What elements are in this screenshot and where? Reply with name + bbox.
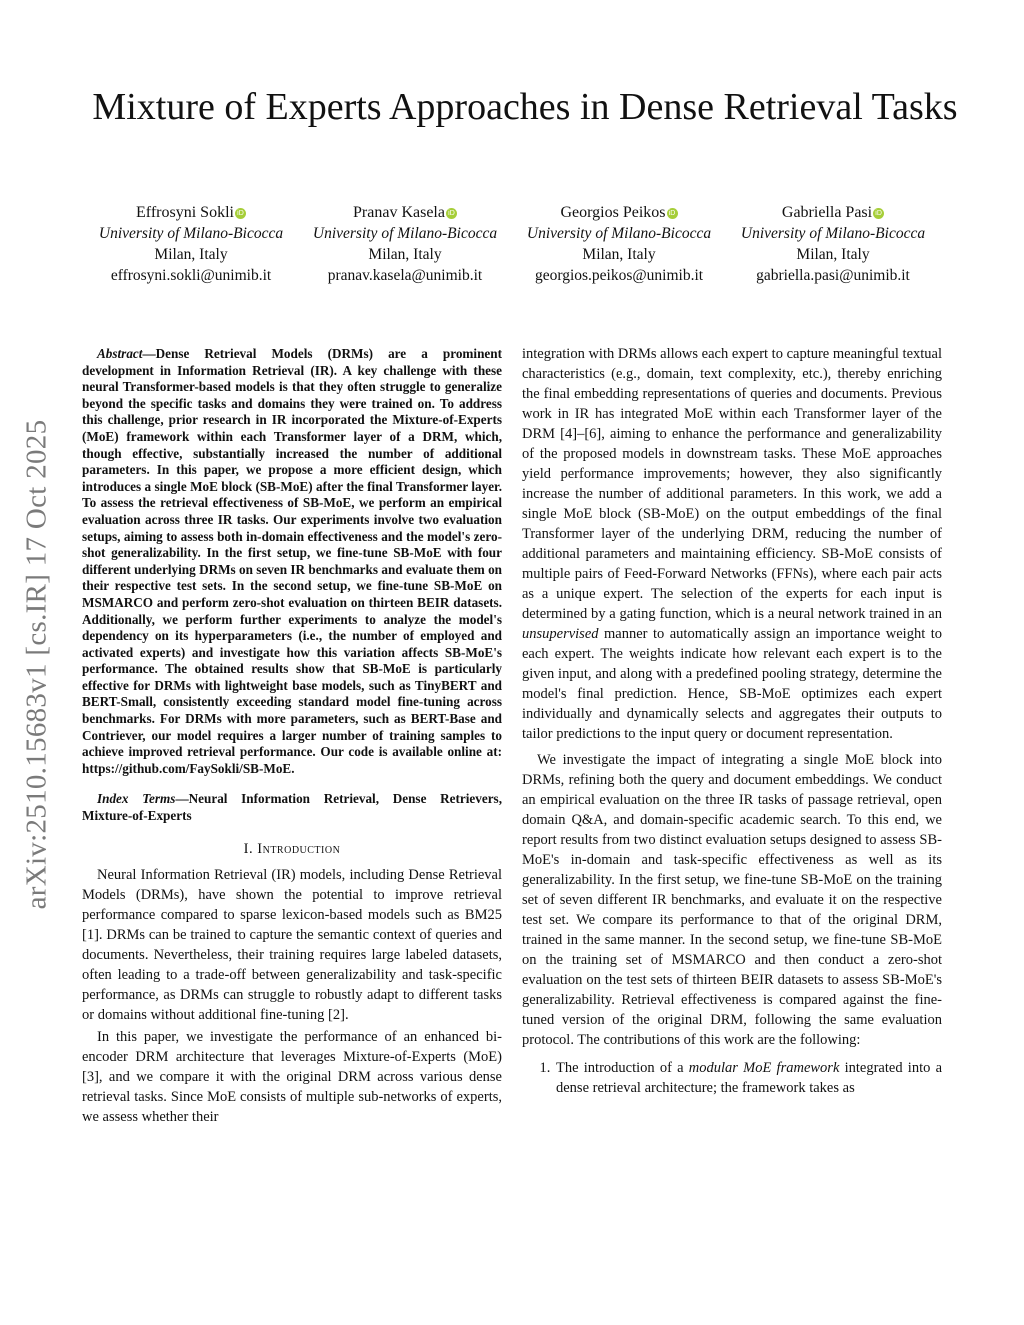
emphasis: unsupervised [522,626,599,642]
author-affiliation: University of Milano-Bicocca [740,225,926,242]
text-run: The introduction of a [556,1060,684,1076]
author-email: pranav.kasela@unimib.it [327,267,483,284]
intro-paragraph-continued [522,344,942,744]
index-terms-text: —Neural Information Retrieval, Dense Retrievers, Mixture-of-Experts [82,791,502,824]
right-column [522,344,942,1098]
author-4 [726,202,940,286]
arxiv-watermark [2,378,72,950]
abstract-text: —Dense Retrieval Models (DRMs) are a prominent development in Information Retrieval (IR). A key challenge with these neural Transformer-based models is that they often struggle to generalize beyond the specific tasks and domains they were trained on. To address this challenge, prior research in IR incorporated the Mixture-of-Experts (MoE) framework within each Transformer layer of a DRM, which, though effective, substantially increased the number of additional parameters. In this paper, we propose a more efficient design, which introduces a single MoE block (SB-MoE) after the final Transformer layer. To assess the retrieval effectiveness of SB-MoE, we perform an empirical evaluation across three IR tasks. Our experiments involve two evaluation setups, aiming to assess both in-domain effectiveness and the model's zero-shot generalizability. In the first setup, we fine-tune SB-MoE with four different underlying DRMs on seven IR benchmarks and evaluate them on their respective test sets. In the second setup, we fine-tune SB-MoE on MSMARCO and perform zero-shot evaluation on thirteen BEIR datasets. Additionally, we perform further experiments to analyze the model's dependency on its hyperparameters (i.e., the number of employed and activated experts) and investigate how this variation affects SB-MoE's performance. The obtained results show that SB-MoE is particularly effective for DRMs with lightweight base models, such as TinyBERT and BERT-Small, consistently exceeding standard model fine-tuning across benchmarks. For DRMs with more parameters, such as BERT-Base and Contriever, our model requires a larger number of training samples to achieve improved retrieval performance. Our code is available online at: https://github.com/FaySokli/SB-MoE. [82,346,502,776]
orcid-icon[interactable]: iD [667,208,678,219]
index-terms-label: Index Terms [97,791,176,807]
emphasis: modular MoE framework [688,1060,840,1076]
text-run: integrated into a dense retrieval architecture; the framework takes as [556,1060,943,1096]
contributions-list [522,1058,942,1098]
author-location: Milan, Italy [154,246,228,263]
abstract-label: Abstract [97,346,143,361]
author-1 [84,202,298,286]
section-title: Introduction [257,840,341,857]
author-email: georgios.peikos@unimib.it [534,267,704,284]
author-location: Milan, Italy [368,246,442,263]
section-heading [82,839,502,859]
arxiv-id: arXiv:2510.15683v1 [cs.IR] 17 Oct 2025 [20,419,53,909]
paper-title: Mixture of Experts Approaches in Dense Retrieval Tasks [92,86,958,128]
author-location: Milan, Italy [796,246,870,263]
author-block [84,202,940,286]
author-3 [512,202,726,286]
author-email: effrosyni.sokli@unimib.it [110,267,272,284]
author-name: Gabriella Pasi [781,204,873,221]
text-run: manner to automatically assign an importance weight to each expert. The weights indicate how relevant each expert is to the given input, and along with a predefined pooling strategy, determine the model's final prediction. Hence, SB-MoE optimizes each expert individually and dynamically selects and aggregates their outputs to tailor predictions to the input query or document representation. [522,626,943,742]
author-affiliation: University of Milano-Bicocca [526,225,712,242]
abstract [82,346,502,777]
author-name: Pranav Kasela [353,204,445,221]
author-2 [298,202,512,286]
intro-paragraph-2: In this paper, we investigate the performance of an enhanced bi-encoder DRM architecture that leverages Mixture-of-Experts (MoE) [3], and we compare it with the original DRM across various dense retrieval tasks. Since MoE consists of multiple sub-networks of experts, we assess whether their [82,1028,502,1125]
author-affiliation: University of Milano-Bicocca [98,225,284,242]
section-number: I. [243,840,254,857]
orcid-icon[interactable]: iD [873,208,884,219]
intro-paragraph-3: We investigate the impact of integrating a single MoE block into DRMs, refining both the query and document embeddings. We conduct an empirical evaluation on the three IR tasks of passage retrieval, open domain Q&A, and domain-specific academic search. To this end, we report results from two distinct evaluation setups designed to assess SB-MoE's in-domain and task-specific effectiveness as well as its generalizability. In the first setup, we fine-tune SB-MoE on the training set of seven different IR benchmarks, and evaluate it on the respective test set. We compare its performance to that of the original DRM, trained in the same manner. In the second setup, we fine-tune SB-MoE on the training set of MSMARCO and then conduct a zero-shot evaluation on the test sets of thirteen BEIR datasets to assess SB-MoE's generalizability. Retrieval effectiveness is compared against the fine-tuned version of the original DRM, following the same evaluation protocol. The contributions of this work are the following: [522,752,942,1048]
index-terms [82,791,502,824]
orcid-icon[interactable]: iD [235,208,246,219]
author-email: gabriella.pasi@unimib.it [756,267,910,284]
intro-paragraph-1: Neural Information Retrieval (IR) models, including Dense Retrieval Models (DRMs), have shown the potential to improve retrieval performance compared to sparse lexicon-based models such as BM25 [1]. DRMs can be trained to capture the semantic context of queries and documents. Nevertheless, their training requires large labeled datasets, often leading to a trade-off between generalizability and task-specific performance, as DRMs can struggle to robustly adapt to different tasks or domains without additional fine-tuning [2]. [82,866,502,1023]
author-affiliation: University of Milano-Bicocca [312,225,498,242]
author-name: Georgios Peikos [560,204,666,221]
author-location: Milan, Italy [582,246,656,263]
text-run: integration with DRMs allows each expert to capture meaningful textual characteristics (e.g., domain, text complexity, etc.), thereby enriching the final embedding representations of queries and documents. Previous work in IR has integrated MoE within each Transformer layer of the DRM [4]–[6], aiming to enhance the performance and generalizability of the proposed models in downstream tasks. These MoE approaches yield performance improvements; however, they also significantly increase the number of additional parameters. In this work, we add a single MoE block (SB-MoE) on the output embeddings of the final Transformer layer of the underlying DRM, reducing the number of additional parameters and maintaining efficiency. SB-MoE consists of multiple pairs of Feed-Forward Networks (FFNs), where each pair acts as a unique expert. The selection of the experts for each input is determined by a gating function, which is a neural network trained in an [522,346,942,622]
orcid-icon[interactable]: iD [446,208,457,219]
left-column [82,346,502,1127]
author-name: Effrosyni Sokli [136,204,234,221]
list-item [554,1058,942,1098]
